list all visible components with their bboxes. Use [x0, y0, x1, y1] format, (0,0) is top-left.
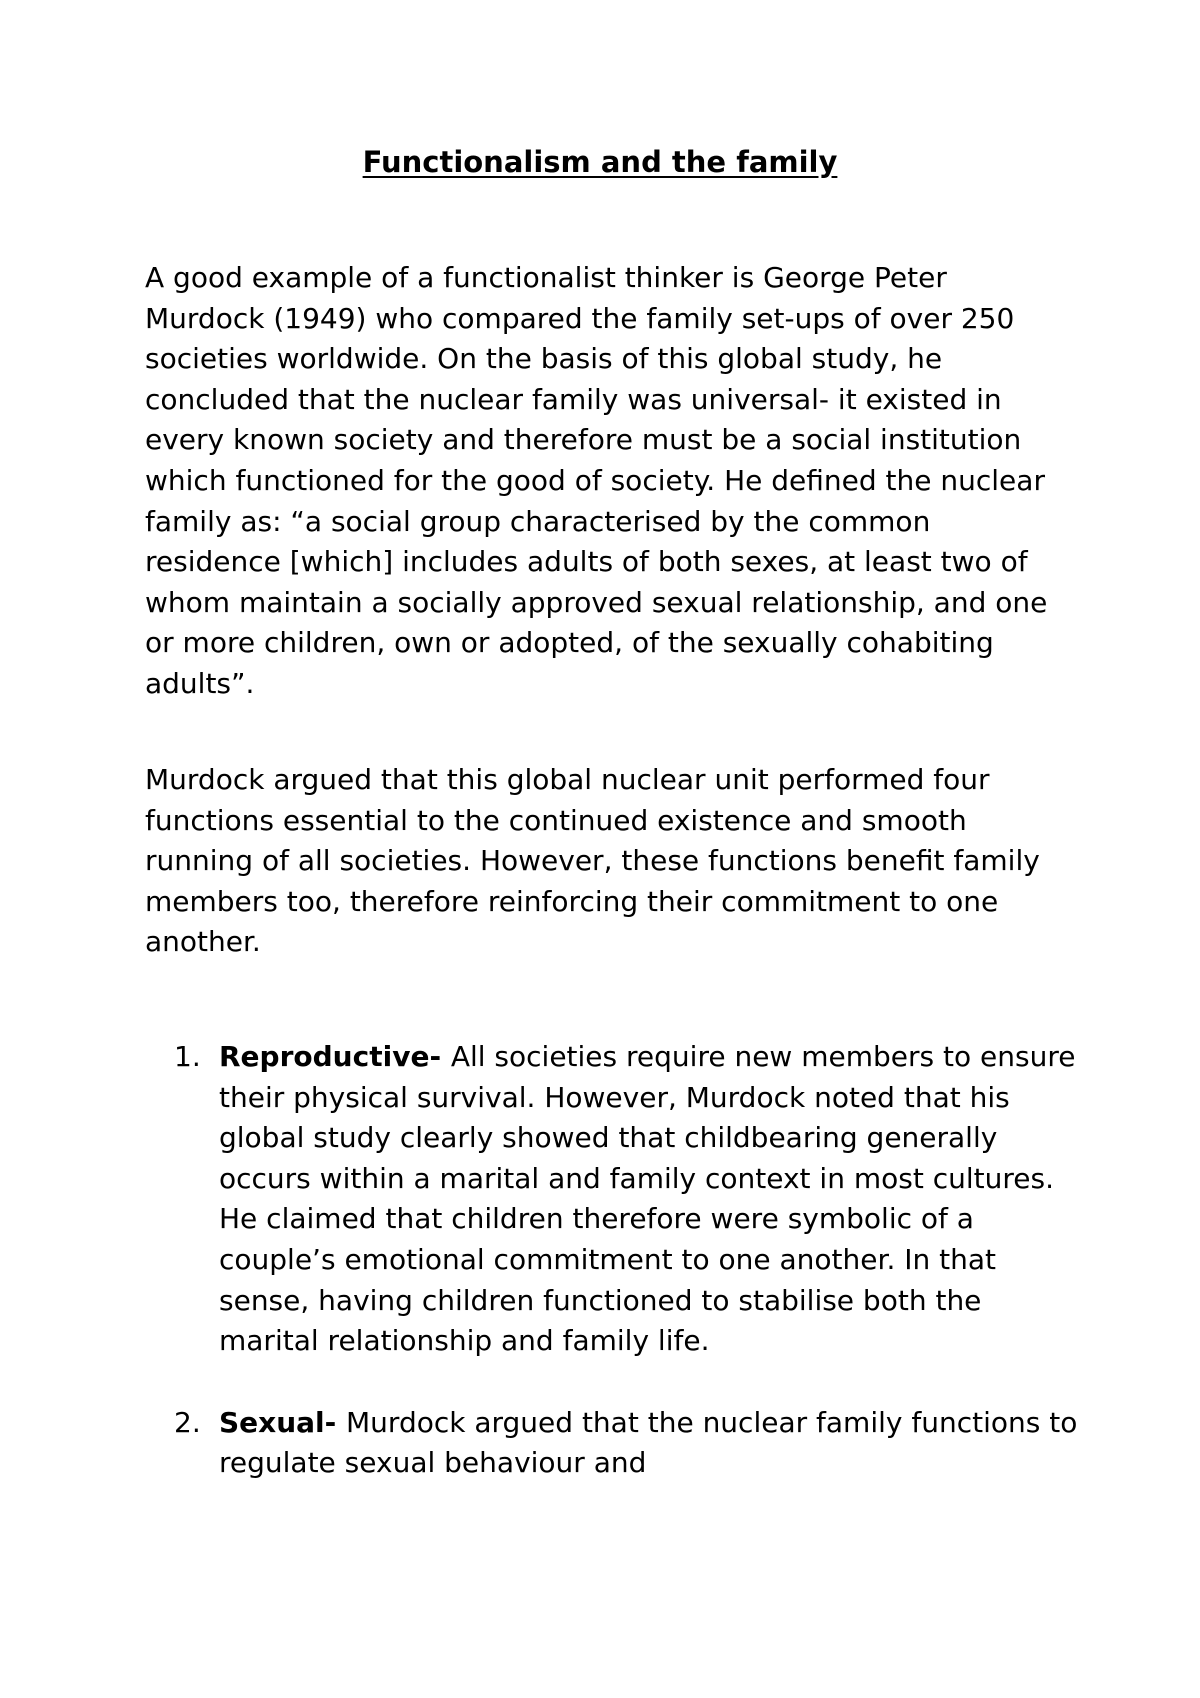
list-item-term: Sexual-: [219, 1405, 347, 1439]
functions-list: [0, 1037, 1200, 1525]
document-title: Functionalism and the family: [362, 145, 838, 179]
list-item-term: Reproductive-: [219, 1040, 451, 1073]
list-item-text: Murdock argued that the nuclear family functions to regulate sexual behaviour and: [219, 1405, 1078, 1480]
list-item: [0, 1403, 1080, 1484]
intro-paragraph: A good example of a functionalist thinker is George Peter Murdock (1949) who compared the family set-ups of over 250 societies worldwide. On the basis of this global study, he concluded that the nuclear family was universal- it existed in every known society and therefore must be a social institution which functioned for the good of society. He defined the nuclear family as: “a social group characterised by the common residence [which] includes adults of both sexes, at least two of whom maintain a socially approved sexual relationship, and one or more children, own or adopted, of the sexually cohabiting adults”.: [145, 261, 1048, 700]
list-item-number: 2.: [174, 1405, 201, 1439]
list-item-text: All societies require new members to ensure their physical survival. However, Murdock noted that his global study clearly showed that childbearing generally occurs within a marital and family context in most cultures. He claimed that children therefore were symbolic of a couple’s emotional commitment to one another. In that sense, having children functioned to stabilise both the marital relationship and family life.: [219, 1040, 1076, 1358]
list-item: [0, 1037, 1080, 1362]
list-item-number: 1.: [174, 1040, 201, 1073]
functions-paragraph: Murdock argued that this global nuclear unit performed four functions essential to the continued existence and smooth running of all societies. However, these functions benefit family members too, therefore reinforcing their commitment to one another.: [145, 763, 1040, 959]
